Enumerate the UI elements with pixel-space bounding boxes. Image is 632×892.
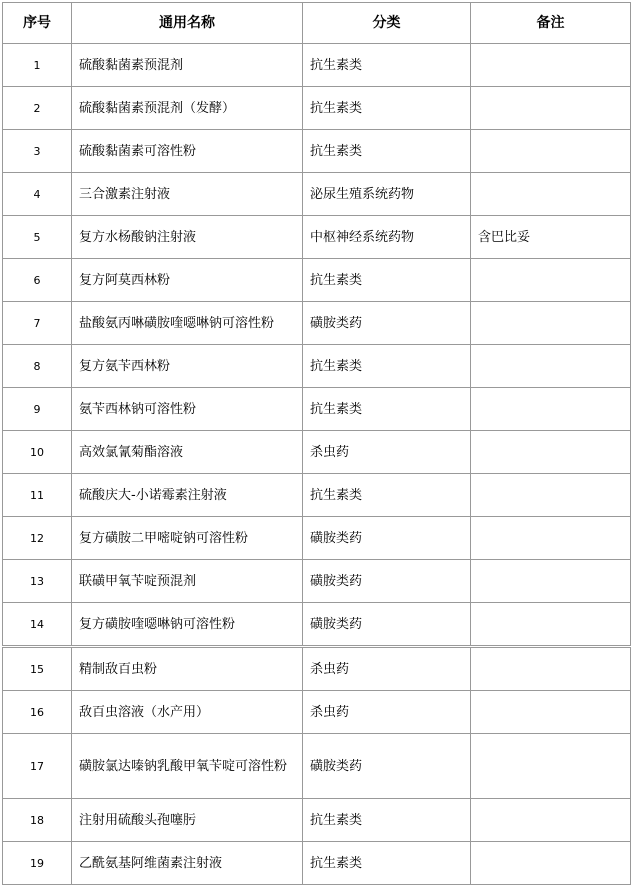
row-number: 2: [3, 87, 72, 130]
drug-name: 复方氨苄西林粉: [72, 345, 303, 388]
drug-name: 磺胺氯达嗪钠乳酸甲氧苄啶可溶性粉: [72, 734, 303, 799]
table-row: [3, 87, 631, 130]
header-row: [3, 3, 631, 44]
row-number: 12: [3, 517, 72, 560]
drug-category: 抗生素类: [303, 44, 471, 87]
drug-note: [471, 173, 631, 216]
drug-category: 抗生素类: [303, 130, 471, 173]
row-number: 17: [3, 734, 72, 799]
drug-name: 敌百虫溶液（水产用）: [72, 691, 303, 734]
drug-note: [471, 603, 631, 647]
row-number: 14: [3, 603, 72, 647]
table-row: [3, 302, 631, 345]
drug-note: [471, 647, 631, 691]
header-name: 通用名称: [72, 3, 303, 44]
drug-note: [471, 431, 631, 474]
drug-category: 抗生素类: [303, 259, 471, 302]
row-number: 19: [3, 842, 72, 885]
header-category: 分类: [303, 3, 471, 44]
table-row: [3, 431, 631, 474]
drug-name: 硫酸庆大-小诺霉素注射液: [72, 474, 303, 517]
drug-category: 杀虫药: [303, 647, 471, 691]
drug-name: 复方磺胺二甲嘧啶钠可溶性粉: [72, 517, 303, 560]
table-row: [3, 44, 631, 87]
drug-note: [471, 691, 631, 734]
row-number: 9: [3, 388, 72, 431]
drug-category: 磺胺类药: [303, 302, 471, 345]
drug-category: 泌尿生殖系统药物: [303, 173, 471, 216]
drug-note: [471, 560, 631, 603]
drug-category: 磺胺类药: [303, 734, 471, 799]
drug-name: 精制敌百虫粉: [72, 647, 303, 691]
drug-note: [471, 130, 631, 173]
drug-note: [471, 302, 631, 345]
row-number: 13: [3, 560, 72, 603]
row-number: 15: [3, 647, 72, 691]
drug-note: [471, 345, 631, 388]
drug-note: [471, 734, 631, 799]
drug-name: 硫酸黏菌素可溶性粉: [72, 130, 303, 173]
table-row: [3, 173, 631, 216]
drug-note: [471, 474, 631, 517]
drug-table: [2, 2, 631, 885]
drug-note: [471, 842, 631, 885]
table-row: [3, 603, 631, 647]
row-number: 7: [3, 302, 72, 345]
header-note: 备注: [471, 3, 631, 44]
drug-note: [471, 517, 631, 560]
drug-note: [471, 87, 631, 130]
row-number: 8: [3, 345, 72, 388]
drug-category: 抗生素类: [303, 87, 471, 130]
drug-note: 含巴比妥: [471, 216, 631, 259]
drug-category: 抗生素类: [303, 842, 471, 885]
drug-category: 磺胺类药: [303, 603, 471, 647]
row-number: 4: [3, 173, 72, 216]
table-row: [3, 259, 631, 302]
drug-name: 复方磺胺喹噁啉钠可溶性粉: [72, 603, 303, 647]
header-no: 序号: [3, 3, 72, 44]
drug-note: [471, 799, 631, 842]
drug-note: [471, 388, 631, 431]
table-row: [3, 691, 631, 734]
row-number: 3: [3, 130, 72, 173]
table-row: [3, 130, 631, 173]
drug-note: [471, 44, 631, 87]
drug-category: 磺胺类药: [303, 517, 471, 560]
drug-name: 复方阿莫西林粉: [72, 259, 303, 302]
drug-category: 杀虫药: [303, 691, 471, 734]
drug-name: 联磺甲氧苄啶预混剂: [72, 560, 303, 603]
drug-name: 复方水杨酸钠注射液: [72, 216, 303, 259]
drug-note: [471, 259, 631, 302]
row-number: 11: [3, 474, 72, 517]
table-row: [3, 517, 631, 560]
row-number: 18: [3, 799, 72, 842]
table-row: [3, 345, 631, 388]
table-row: [3, 474, 631, 517]
drug-category: 抗生素类: [303, 474, 471, 517]
table-row: [3, 647, 631, 691]
table-row: [3, 842, 631, 885]
drug-category: 抗生素类: [303, 388, 471, 431]
drug-name: 三合激素注射液: [72, 173, 303, 216]
drug-category: 杀虫药: [303, 431, 471, 474]
drug-category: 抗生素类: [303, 799, 471, 842]
table-body: [3, 44, 631, 885]
drug-name: 硫酸黏菌素预混剂: [72, 44, 303, 87]
drug-name: 氨苄西林钠可溶性粉: [72, 388, 303, 431]
row-number: 6: [3, 259, 72, 302]
row-number: 1: [3, 44, 72, 87]
drug-category: 中枢神经系统药物: [303, 216, 471, 259]
row-number: 5: [3, 216, 72, 259]
drug-name: 高效氯氰菊酯溶液: [72, 431, 303, 474]
row-number: 10: [3, 431, 72, 474]
table-row: [3, 734, 631, 799]
table-row: [3, 216, 631, 259]
drug-name: 注射用硫酸头孢噻肟: [72, 799, 303, 842]
table-row: [3, 388, 631, 431]
drug-category: 磺胺类药: [303, 560, 471, 603]
drug-name: 乙酰氨基阿维菌素注射液: [72, 842, 303, 885]
drug-name: 盐酸氨丙啉磺胺喹噁啉钠可溶性粉: [72, 302, 303, 345]
drug-name: 硫酸黏菌素预混剂（发酵）: [72, 87, 303, 130]
table-row: [3, 799, 631, 842]
drug-category: 抗生素类: [303, 345, 471, 388]
row-number: 16: [3, 691, 72, 734]
table-row: [3, 560, 631, 603]
